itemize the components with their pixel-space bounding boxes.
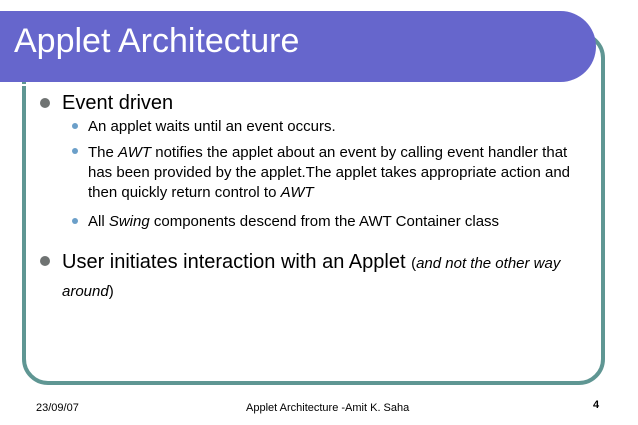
sub-bullet-dot-icon [72, 123, 78, 129]
bullet-dot-icon [40, 256, 50, 266]
footer-date: 23/09/07 [36, 402, 79, 414]
sub-bullet-text: An applet waits until an event occurs. [88, 118, 336, 135]
footer-title: Applet Architecture -Amit K. Saha [246, 402, 410, 414]
bullet-text: User initiates interaction with an Applet (and not the other way around) [62, 251, 561, 300]
sub-bullet-text: All Swing components descend from the AWT Container class [88, 213, 500, 230]
slide-title: Applet Architecture [14, 22, 300, 60]
sub-bullet-dot-icon [72, 148, 78, 154]
sub-bullet-text: The AWT notifies the applet about an event by calling event handler that has been provided by the applet.The applet takes appropriate action and then quickly return control to AWT [88, 144, 571, 201]
title-underline [0, 84, 566, 86]
bullet-text: Event driven [62, 92, 174, 114]
bullet-dot-icon [40, 98, 50, 108]
sub-bullet-dot-icon [72, 218, 78, 224]
page-number: 4 [593, 399, 600, 411]
